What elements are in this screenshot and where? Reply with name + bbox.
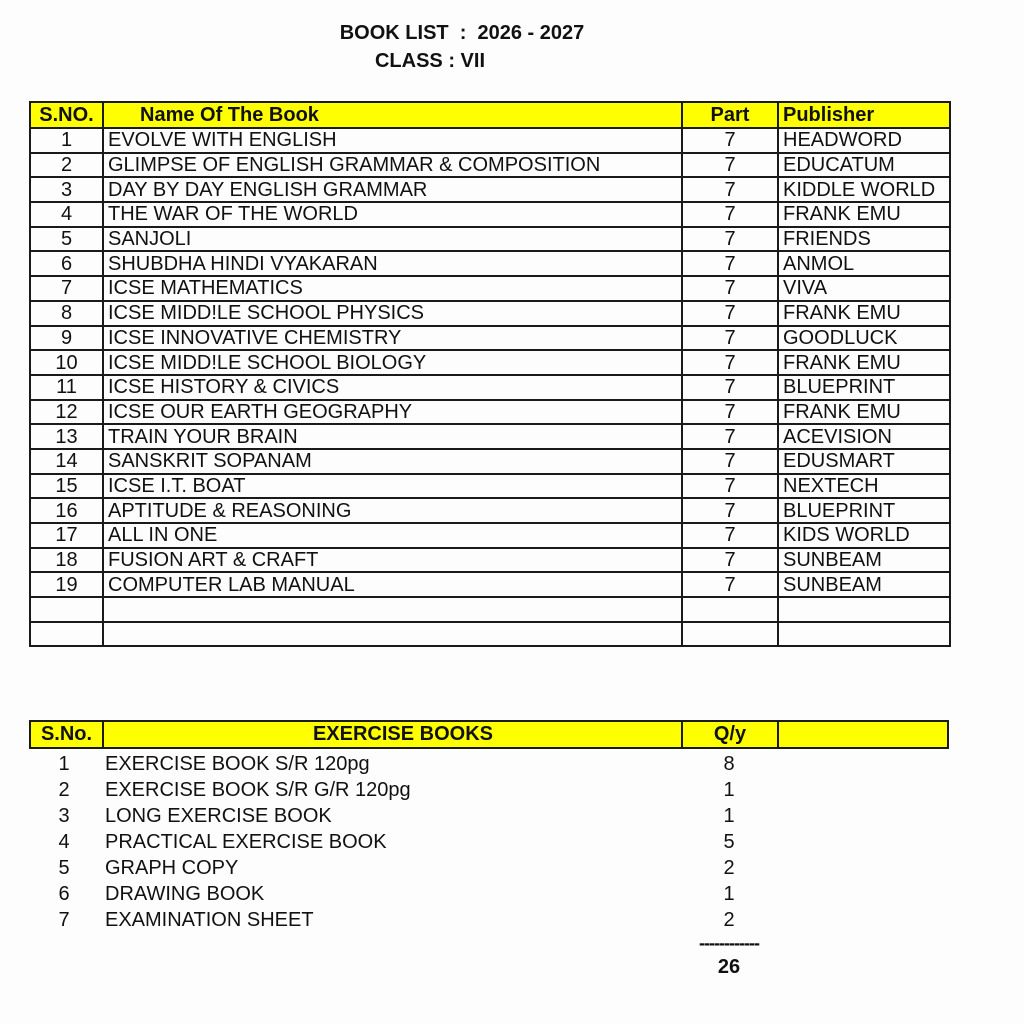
exercise-row — [29, 829, 947, 855]
exercise-row — [29, 751, 947, 777]
empty-book-row — [30, 622, 950, 647]
book-publisher: VIVA — [778, 276, 950, 301]
book-row — [30, 375, 950, 400]
book-part: 7 — [682, 375, 778, 400]
book-list-table — [29, 101, 951, 647]
book-publisher: BLUEPRINT — [778, 375, 950, 400]
header-blank — [778, 721, 948, 748]
book-sno: 15 — [30, 474, 103, 499]
exercise-qty: 1 — [723, 805, 735, 827]
book-publisher: BLUEPRINT — [778, 498, 950, 523]
book-sno: 18 — [30, 548, 103, 573]
exercise-books-header — [29, 720, 949, 749]
book-name: GLIMPSE OF ENGLISH GRAMMAR & COMPOSITION — [103, 153, 682, 178]
book-part: 7 — [682, 153, 778, 178]
book-row — [30, 301, 950, 326]
book-part: 7 — [682, 548, 778, 573]
book-part: 7 — [682, 449, 778, 474]
exercise-name: DRAWING BOOK — [105, 883, 265, 905]
book-sno: 7 — [30, 276, 103, 301]
book-name: EVOLVE WITH ENGLISH — [103, 128, 682, 153]
book-name: ALL IN ONE — [103, 523, 682, 548]
book-name: ICSE MIDD!LE SCHOOL PHYSICS — [103, 301, 682, 326]
exercise-name: EXAMINATION SHEET — [105, 909, 314, 931]
class-label: CLASS : VII — [374, 50, 485, 72]
exercise-sno: 7 — [58, 909, 70, 931]
exercise-sno: 1 — [58, 753, 70, 775]
empty-cell — [682, 597, 778, 622]
header-quantity: Q/y — [682, 721, 778, 748]
exercise-name: EXERCISE BOOK S/R 120pg — [105, 753, 370, 775]
book-part: 7 — [682, 474, 778, 499]
book-name: ICSE MIDD!LE SCHOOL BIOLOGY — [103, 350, 682, 375]
book-name: SHUBDHA HINDI VYAKARAN — [103, 251, 682, 276]
book-sno: 6 — [30, 251, 103, 276]
book-publisher: ANMOL — [778, 251, 950, 276]
book-row — [30, 326, 950, 351]
book-part: 7 — [682, 523, 778, 548]
book-row — [30, 350, 950, 375]
book-name: ICSE OUR EARTH GEOGRAPHY — [103, 400, 682, 425]
book-sno: 16 — [30, 498, 103, 523]
book-sno: 4 — [30, 202, 103, 227]
book-part: 7 — [682, 301, 778, 326]
book-sno: 10 — [30, 350, 103, 375]
header-exercise-books: EXERCISE BOOKS — [103, 721, 682, 748]
book-name: ICSE INNOVATIVE CHEMISTRY — [103, 326, 682, 351]
exercise-sno: 2 — [58, 779, 70, 801]
exercise-name: GRAPH COPY — [105, 857, 239, 879]
book-publisher: GOODLUCK — [778, 326, 950, 351]
book-publisher: SUNBEAM — [778, 548, 950, 573]
empty-book-row — [30, 597, 950, 622]
book-row — [30, 548, 950, 573]
exercise-sno: 6 — [58, 883, 70, 905]
exercise-qty: 1 — [723, 883, 735, 905]
exercise-row — [29, 855, 947, 881]
book-row — [30, 177, 950, 202]
book-publisher: FRANK EMU — [778, 301, 950, 326]
book-row — [30, 449, 950, 474]
empty-cell — [682, 622, 778, 647]
empty-cell — [778, 622, 950, 647]
book-row — [30, 128, 950, 153]
book-publisher: KIDS WORLD — [778, 523, 950, 548]
book-name: ICSE HISTORY & CIVICS — [103, 375, 682, 400]
exercise-sno: 4 — [58, 831, 70, 853]
book-part: 7 — [682, 227, 778, 252]
book-sno: 14 — [30, 449, 103, 474]
book-name: ICSE I.T. BOAT — [103, 474, 682, 499]
exercise-row — [29, 907, 947, 933]
book-name: DAY BY DAY ENGLISH GRAMMAR — [103, 177, 682, 202]
book-table-header — [30, 102, 950, 128]
book-publisher: FRANK EMU — [778, 350, 950, 375]
book-sno: 2 — [30, 153, 103, 178]
book-sno: 1 — [30, 128, 103, 153]
book-part: 7 — [682, 326, 778, 351]
book-sno: 3 — [30, 177, 103, 202]
empty-cell — [103, 622, 682, 647]
book-sno: 13 — [30, 424, 103, 449]
book-sno: 17 — [30, 523, 103, 548]
book-name: COMPUTER LAB MANUAL — [103, 572, 682, 597]
exercise-row — [29, 777, 947, 803]
book-sno: 11 — [30, 375, 103, 400]
book-name: FUSION ART & CRAFT — [103, 548, 682, 573]
header-part: Part — [682, 102, 778, 128]
exercise-qty: 8 — [723, 753, 735, 775]
book-publisher: EDUSMART — [778, 449, 950, 474]
book-publisher: FRANK EMU — [778, 400, 950, 425]
book-publisher: NEXTECH — [778, 474, 950, 499]
book-part: 7 — [682, 424, 778, 449]
book-part: 7 — [682, 251, 778, 276]
book-publisher: KIDDLE WORLD — [778, 177, 950, 202]
book-row — [30, 424, 950, 449]
exercise-name: PRACTICAL EXERCISE BOOK — [105, 831, 387, 853]
book-part: 7 — [682, 276, 778, 301]
book-part: 7 — [682, 128, 778, 153]
book-sno: 9 — [30, 326, 103, 351]
total-quantity: 26 — [717, 956, 741, 978]
exercise-sno: 3 — [58, 805, 70, 827]
exercise-qty: 2 — [723, 909, 735, 931]
empty-cell — [30, 597, 103, 622]
exercise-row — [29, 881, 947, 907]
book-name: APTITUDE & REASONING — [103, 498, 682, 523]
book-sno: 5 — [30, 227, 103, 252]
book-row — [30, 276, 950, 301]
header-exercise-sno: S.No. — [30, 721, 103, 748]
book-row — [30, 400, 950, 425]
exercise-name: LONG EXERCISE BOOK — [105, 805, 332, 827]
exercise-qty: 5 — [723, 831, 735, 853]
book-row — [30, 498, 950, 523]
exercise-sno: 5 — [58, 857, 70, 879]
book-name: ICSE MATHEMATICS — [103, 276, 682, 301]
book-name: THE WAR OF THE WORLD — [103, 202, 682, 227]
exercise-books-list — [29, 751, 947, 933]
header-publisher: Publisher — [778, 102, 950, 128]
book-sno: 12 — [30, 400, 103, 425]
book-part: 7 — [682, 572, 778, 597]
book-publisher: FRIENDS — [778, 227, 950, 252]
book-publisher: SUNBEAM — [778, 572, 950, 597]
book-publisher: FRANK EMU — [778, 202, 950, 227]
book-part: 7 — [682, 350, 778, 375]
book-row — [30, 251, 950, 276]
book-name: SANSKRIT SOPANAM — [103, 449, 682, 474]
book-sno: 19 — [30, 572, 103, 597]
book-part: 7 — [682, 177, 778, 202]
book-part: 7 — [682, 400, 778, 425]
book-name: TRAIN YOUR BRAIN — [103, 424, 682, 449]
book-publisher: EDUCATUM — [778, 153, 950, 178]
book-row — [30, 572, 950, 597]
book-row — [30, 202, 950, 227]
book-row — [30, 153, 950, 178]
page-title: BOOK LIST : 2026 - 2027 — [339, 22, 585, 44]
book-row — [30, 227, 950, 252]
empty-cell — [103, 597, 682, 622]
book-publisher: ACEVISION — [778, 424, 950, 449]
book-part: 7 — [682, 202, 778, 227]
exercise-qty: 2 — [723, 857, 735, 879]
exercise-name: EXERCISE BOOK S/R G/R 120pg — [105, 779, 411, 801]
exercise-qty: 1 — [723, 779, 735, 801]
book-name: SANJOLI — [103, 227, 682, 252]
empty-cell — [778, 597, 950, 622]
book-sno: 8 — [30, 301, 103, 326]
header-book-name: Name Of The Book — [103, 102, 682, 128]
book-publisher: HEADWORD — [778, 128, 950, 153]
exercise-row — [29, 803, 947, 829]
header-sno: S.NO. — [30, 102, 103, 128]
book-row — [30, 523, 950, 548]
book-row — [30, 474, 950, 499]
empty-cell — [30, 622, 103, 647]
total-separator: ------------ — [699, 933, 759, 953]
book-part: 7 — [682, 498, 778, 523]
